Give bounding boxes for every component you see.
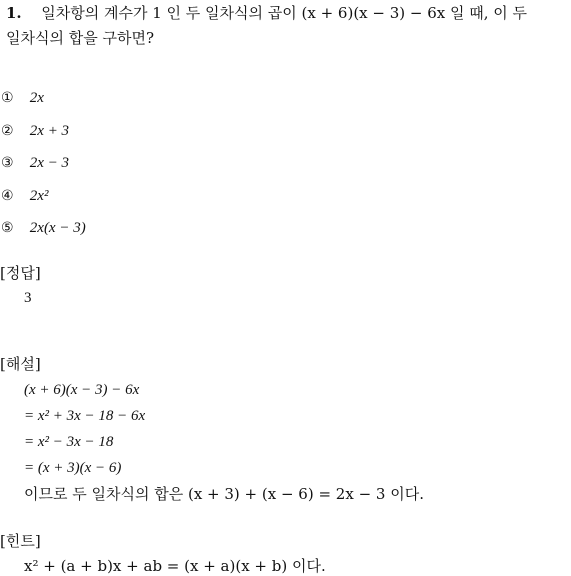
- choice-mark-2: ②: [1, 123, 14, 139]
- explanation-line-4: = (x + 3)(x − 6): [24, 460, 122, 476]
- choice-3: [1, 152, 69, 173]
- explanation-line-2: = x² + 3x − 18 − 6x: [24, 408, 146, 424]
- choice-1: [1, 87, 44, 108]
- answer-value: 3: [24, 290, 32, 306]
- explanation-label: [해설]: [0, 355, 41, 373]
- question-text-line-2: 일차식의 합을 구하면?: [6, 29, 154, 47]
- choice-4: [1, 185, 48, 206]
- choice-mark-5: ⑤: [1, 220, 14, 236]
- question-line-1: [6, 3, 527, 23]
- explanation-line-5: 이므로 두 일차식의 합은 (x + 3) + (x − 6) = 2x − 3 이다.: [24, 485, 424, 503]
- choice-text-5: 2x(x − 3): [29, 220, 86, 236]
- hint-label: [힌트]: [0, 532, 41, 550]
- question-text-line-1: 일차항의 계수가 1 인 두 일차식의 곱이 (x + 6)(x − 3) − 6x 일 때, 이 두: [41, 4, 528, 22]
- choice-text-4: 2x²: [29, 188, 49, 204]
- choice-mark-3: ③: [1, 155, 14, 171]
- explanation-line-3: = x² − 3x − 18: [24, 434, 114, 450]
- explanation-line-1: (x + 6)(x − 3) − 6x: [24, 382, 140, 398]
- question-line-2: [6, 28, 154, 48]
- choice-5: [1, 217, 86, 238]
- choice-text-2: 2x + 3: [29, 123, 70, 139]
- choice-mark-4: ④: [1, 188, 14, 204]
- choice-text-1: 2x: [29, 90, 44, 106]
- choice-mark-1: ①: [1, 90, 14, 106]
- hint-text: x² + (a + b)x + ab = (x + a)(x + b) 이다.: [24, 557, 326, 575]
- question-number: 1.: [6, 4, 22, 22]
- choice-2: [1, 120, 69, 141]
- answer-label: [정답]: [0, 264, 41, 282]
- choice-text-3: 2x − 3: [29, 155, 70, 171]
